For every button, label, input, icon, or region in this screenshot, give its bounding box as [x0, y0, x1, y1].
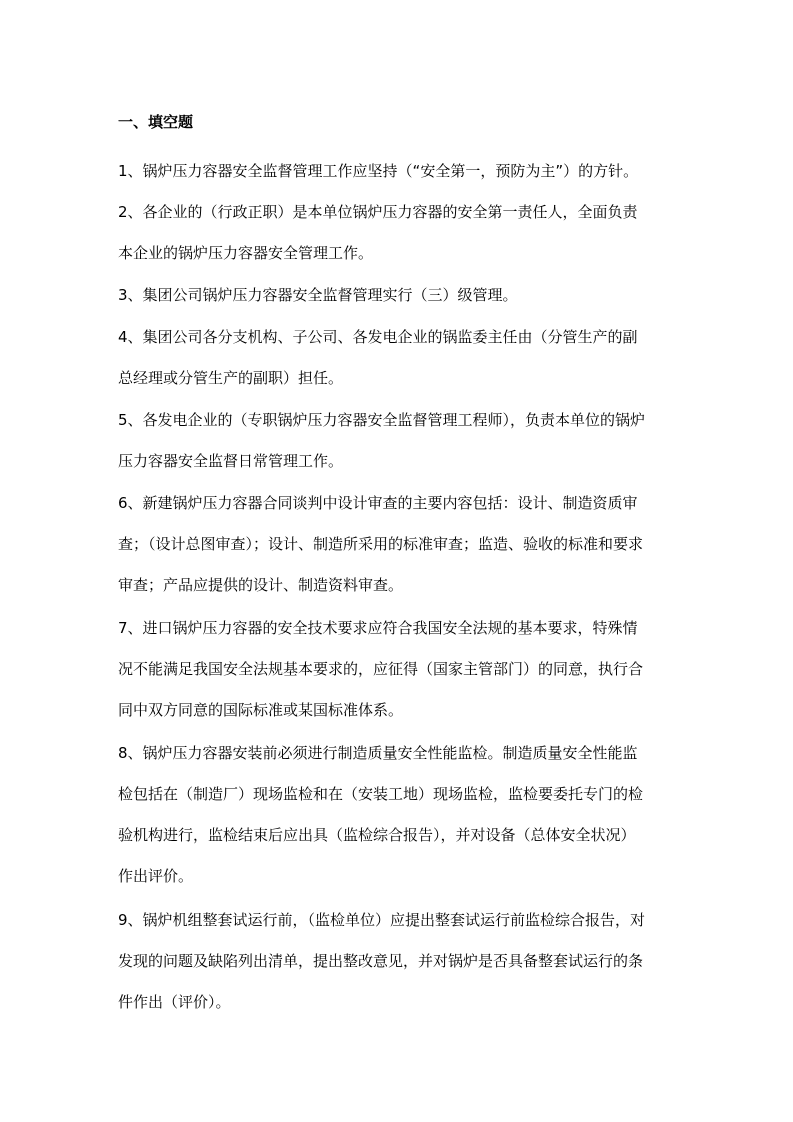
question-2-line-2: 本企业的锅炉压力容器安全管理工作。	[118, 244, 374, 262]
question-7-line-1: 7、进口锅炉压力容器的安全技术要求应符合我国安全法规的基本要求，特殊情	[118, 619, 638, 637]
question-3-line-1: 3、集团公司锅炉压力容器安全监督管理实行（三）级管理。	[118, 286, 518, 304]
question-2-line-1: 2、各企业的（行政正职）是本单位锅炉压力容器的安全第一责任人，全面负责	[118, 203, 638, 221]
question-6	[118, 483, 678, 606]
question-6-line-1: 6、新建锅炉压力容器合同谈判中设计审查的主要内容包括：设计、制造资质审	[118, 494, 638, 512]
question-6-line-2: 查；（设计总图审查）；设计、制造所采用的标准审查；监造、验收的标准和要求	[118, 535, 644, 553]
question-1	[118, 151, 678, 192]
section-heading: 一、填空题	[118, 113, 194, 131]
question-9	[118, 900, 678, 1023]
question-1-line-1: 1、锅炉压力容器安全监督管理工作应坚持（“安全第一，预防为主”）的方针。	[118, 162, 639, 180]
question-8-line-3: 验机构进行，监检结束后应出具（监检综合报告），并对设备（总体安全状况）	[118, 826, 636, 844]
question-7-line-2: 况不能满足我国安全法规基本要求的，应征得（国家主管部门）的同意，执行合	[118, 660, 644, 678]
question-5-line-2: 压力容器安全监督日常管理工作。	[118, 452, 344, 470]
question-8	[118, 733, 678, 897]
question-9-line-3: 件作出（评价）。	[118, 993, 231, 1011]
question-8-line-4: 作出评价。	[118, 867, 194, 885]
question-4	[118, 317, 678, 399]
question-4-line-2: 总经理或分管生产的副职）担任。	[118, 369, 344, 387]
question-2	[118, 192, 678, 274]
question-5	[118, 400, 678, 482]
question-9-line-2: 发现的问题及缺陷列出清单，提出整改意见，并对锅炉是否具备整套试运行的条	[118, 952, 644, 970]
question-4-line-1: 4、集团公司各分支机构、子公司、各发电企业的锅监委主任由（分管生产的副	[118, 328, 638, 346]
question-7	[118, 608, 678, 731]
question-6-line-3: 审查；产品应提供的设计、制造资料审查。	[118, 576, 404, 594]
question-9-line-1: 9、锅炉机组整套试运行前，（监检单位）应提出整套试运行前监检综合报告，对	[118, 911, 646, 929]
question-3	[118, 275, 678, 316]
question-5-line-1: 5、各发电企业的（专职锅炉压力容器安全监督管理工程师），负责本单位的锅炉	[118, 411, 646, 429]
question-8-line-1: 8、锅炉压力容器安装前必须进行制造质量安全性能监检。制造质量安全性能监	[118, 744, 638, 762]
question-7-line-3: 同中双方同意的国际标准或某国标准体系。	[118, 701, 404, 719]
question-8-line-2: 检包括在（制造厂）现场监检和在（安装工地）现场监检，监检要委托专门的检	[118, 785, 644, 803]
